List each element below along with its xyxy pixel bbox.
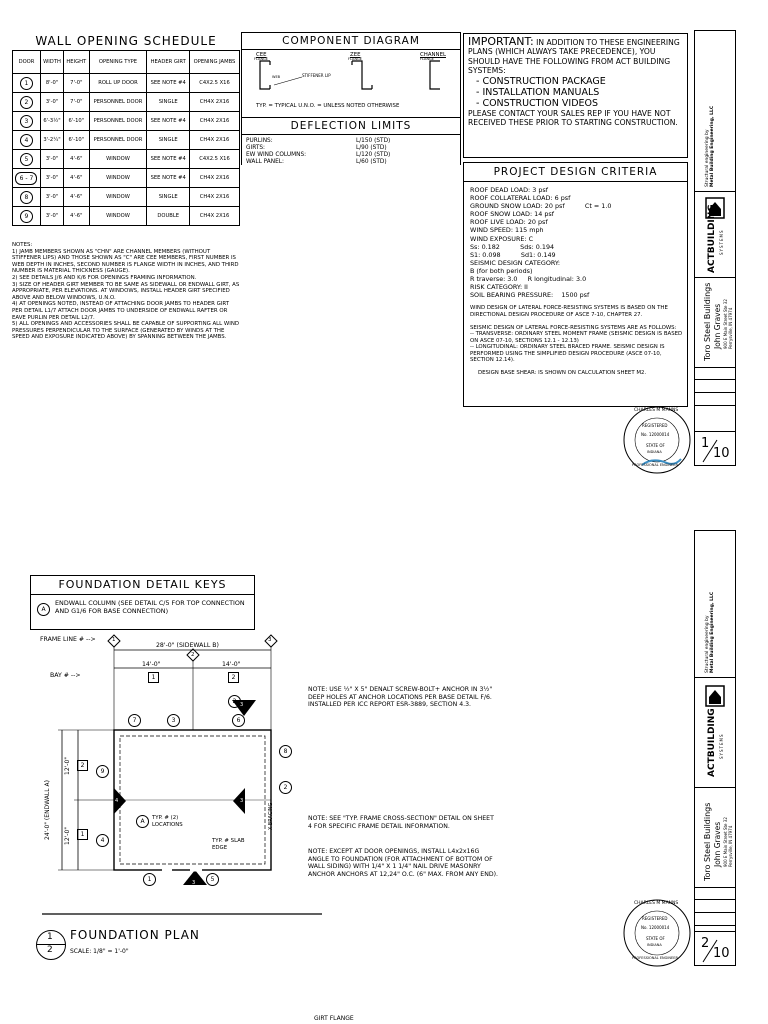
schedule-cell: CH4X 2X16 (190, 131, 240, 150)
schedule-cell: 4'-6" (64, 188, 89, 207)
criteria-lines (464, 182, 687, 299)
deflection-limit: L/60 (STD) (356, 159, 387, 165)
seal-state-1: STATE OF (646, 443, 665, 448)
schedule-cell: C4X2.5 X16 (190, 150, 240, 169)
stiffener-label: STIFFENER LIP (302, 73, 331, 78)
anchor-note: NOTE: USE ½" X 5" DENALT SCREW-BOLT+ ANCHOR IN 3½" DEEP HOLES AT ANCHOR LOCATIONS PER BASE DETAIL F/6. INSTALLED PER ICC REPORT ESR-3889, SECTION 4.3. (308, 686, 493, 709)
flange-cee: FLANGE (254, 57, 268, 61)
schedule-header: HEADER GIRT (147, 51, 190, 74)
deflection-row (246, 152, 456, 159)
deflection-member: EW WIND COLUMNS: (246, 152, 307, 158)
schedule-cell: 8'-0" (40, 74, 63, 93)
section-mark-right: 3 (240, 798, 244, 804)
schedule-cell: 3'-0" (40, 93, 63, 112)
schedule-cell: 6'-10" (64, 112, 89, 131)
important-text (464, 34, 687, 130)
opening-mark-2: 2 (279, 781, 292, 794)
seal-state2-2: INDIANA (647, 943, 662, 947)
client-name-1: John Graves (713, 303, 722, 349)
project-name-2: Toro Steel Buildings (703, 802, 712, 881)
sheet-of-1: 10 (713, 446, 730, 461)
seal-number-2: No. 12000014 (641, 925, 670, 930)
component-title: COMPONENT DIAGRAM (242, 33, 460, 50)
important-item-2: - INSTALLATION MANUALS (476, 86, 600, 98)
label-zee: ZEE (350, 52, 361, 58)
section-mark-bottom: 3 (192, 880, 196, 886)
keys-title: FOUNDATION DETAIL KEYS (31, 576, 254, 595)
schedule-cell: PERSONNEL DOOR (89, 131, 147, 150)
opening-mark-5: 5 (206, 873, 219, 886)
schedule-cell: WINDOW (89, 150, 147, 169)
schedule-door (13, 131, 41, 150)
schedule-cell: WINDOW (89, 169, 147, 188)
criteria-line: SOIL BEARING PRESSURE: 1500 psf (470, 291, 590, 300)
section-mark-left: 4 (115, 798, 119, 804)
bay-dim-2: 14'-0" (222, 661, 241, 668)
schedule-cell: CH4X 2X16 (190, 169, 240, 188)
plan-title-mark (36, 930, 66, 960)
bay-box-1: 1 (148, 672, 159, 683)
criteria-line: RISK CATEGORY: II (470, 283, 528, 292)
schedule-cell: 6'-3½" (40, 112, 63, 131)
project-info-1 (695, 277, 735, 368)
sheet-number-1 (695, 431, 735, 466)
deflection-row (246, 138, 456, 145)
section-mark-top: 3 (240, 702, 244, 708)
project-name-1: Toro Steel Buildings (703, 282, 712, 361)
deflection-limit: L/150 (STD) (356, 138, 391, 144)
schedule-cell: C4X2.5 X16 (190, 74, 240, 93)
deflection-row (246, 159, 456, 166)
criteria-line: ROOF DEAD LOAD: 3 psf (470, 186, 548, 194)
important-footer: PLEASE CONTACT YOUR SALES REP IF YOU HAVE NOT RECEIVED THESE PRIOR TO STARTING CONSTRUCTION. (468, 108, 678, 128)
typ-slab-label: TYP. # SLAB EDGE (212, 838, 245, 851)
plan-title: FOUNDATION PLAN (70, 928, 200, 942)
deflection-member: WALL PANEL: (246, 159, 284, 165)
criteria-line: R traverse: 3.0 R longitudinal: 3.0 (470, 275, 587, 284)
seal-bottom-1: PROFESSIONAL ENGINEER (632, 463, 678, 467)
opening-mark-6: 6 (232, 714, 245, 727)
foundation-keys (30, 575, 255, 630)
sheet-no-2: 2 (701, 936, 710, 951)
schedule-door (13, 112, 41, 131)
address-2: 900 E Main Street Ste 32 (723, 817, 728, 867)
schedule-row (13, 74, 240, 93)
component-diagram (241, 32, 461, 118)
schedule-cell: 3'-0" (40, 150, 63, 169)
criteria-line: ROOF SNOW LOAD: 14 psf (470, 210, 554, 219)
schedule-cell: CH4X 2X16 (190, 188, 240, 207)
seal-name-2: CHARLES M MANNS (634, 901, 679, 906)
deflection-member: PURLINS: (246, 138, 273, 144)
door-mark: 8 (20, 191, 33, 204)
schedule-cell: ROLL UP DOOR (89, 74, 147, 93)
schedule-cell: WINDOW (89, 188, 147, 207)
schedule-cell: SEE NOTE #4 (147, 169, 190, 188)
door-mark: 5 (20, 153, 33, 166)
typ-a-label: TYP. # (2) LOCATIONS (152, 815, 183, 828)
criteria-line: B (for both periods) (470, 266, 533, 275)
schedule-row (13, 150, 240, 169)
engineer-label-1: Structural engineering by Metal Building Engineering, LLC (705, 105, 715, 187)
deflection-limit: L/120 (STD) (356, 152, 391, 158)
label-channel: CHANNEL (420, 52, 446, 58)
company-sub-1: SYSTEMS (719, 229, 724, 255)
opening-mark-2b: 2 (228, 695, 241, 708)
door-mark: 3 (20, 115, 33, 128)
criteria-line: ROOF COLLATERAL LOAD: 6 psf (470, 194, 571, 203)
xbracing-label: X-BRACING (268, 802, 274, 830)
criteria-line: S1: 0.098 Sd1: 0.149 (470, 250, 556, 259)
engineer-seal-1 (622, 405, 692, 475)
door-mark: 1 (20, 77, 33, 90)
frame-line-label: FRAME LINE # --> (40, 636, 96, 643)
wall-opening-schedule-table (12, 50, 240, 226)
schedule-header: WIDTH (40, 51, 63, 74)
schedule-cell: 4'-6" (64, 169, 89, 188)
act-logo-icon-2 (705, 685, 725, 707)
schedule-door (13, 150, 41, 169)
schedule-cell: 4'-6" (64, 150, 89, 169)
schedule-cell: 6'-10" (64, 131, 89, 150)
criteria-note-3: DESIGN BASE SHEAR: IS SHOWN ON CALCULATION SHEET M2. (478, 370, 647, 377)
schedule-title: WALL OPENING SCHEDULE (35, 34, 217, 48)
criteria-note-2: SEISMIC DESIGN OF LATERAL FORCE-RESISTING SYSTEMS ARE AS FOLLOWS: -- TRANSVERSE: ORDINARY STEEL MOMENT FRAME (SEISMIC DESIGN IS BASED ON ASCE 07-10, SECTIONS 12.1 - 12.13) -- LONGITUDINAL: ORDINARY STEEL BRACED FRAME. SEISMIC DESIGN IS PERFORMED USING THE SIMPLIFIED DESIGN PROCEDURE (ASCE 07-10, SECTION 12.14). (470, 324, 683, 364)
seal-name-1: CHARLES M MANNS (634, 408, 679, 413)
city-2: Perrysville, IN 47974 (728, 825, 733, 867)
flange-channel: FLANGE (420, 57, 434, 61)
seal-number-1: No. 12000014 (641, 432, 670, 437)
schedule-cell: SINGLE (147, 93, 190, 112)
schedule-header: OPENING TYPE (89, 51, 147, 74)
seal-state2-1: INDIANA (647, 450, 662, 454)
frame-num-2: 2 (191, 652, 195, 658)
schedule-cell: 3'-0" (40, 188, 63, 207)
sidewall-dim: 28'-0" (SIDEWALL B) (156, 642, 219, 649)
door-mark: 4 (20, 134, 33, 147)
flange-zee: FLANGE (348, 57, 362, 61)
key-letter: A (37, 603, 50, 616)
bay-box-3: 1 (77, 829, 88, 840)
important-box (463, 33, 688, 158)
important-item-3: - CONSTRUCTION VIDEOS (476, 97, 599, 109)
schedule-door (13, 207, 41, 226)
company-name-2: ACTBUILDING (707, 708, 717, 777)
criteria-note-1: WIND DESIGN OF LATERAL FORCE-RESISTING SYSTEMS IS BASED ON THE DIRECTIONAL DESIGN PROCEDURE OF ASCE 7-10, CHAPTER 27. (470, 305, 668, 318)
criteria-line: WIND SPEED: 115 mph (470, 226, 544, 235)
bay-box-2: 2 (228, 672, 239, 683)
opening-mark-4: 4 (96, 834, 109, 847)
frame-num-3: 3 (268, 637, 272, 643)
criteria-line: GROUND SNOW LOAD: 20 psf Ct = 1.0 (470, 202, 612, 211)
frame-note: NOTE: SEE "TYP. FRAME CROSS-SECTION" DETAIL ON SHEET 4 FOR SPECIFIC FRAME DETAIL INFORMATION. (308, 815, 494, 830)
important-lead: IMPORTANT: (468, 35, 534, 48)
revision-rows-1 (695, 367, 735, 417)
deflection-rows (242, 135, 460, 166)
web-label: WEB (272, 75, 281, 79)
schedule-door (13, 74, 41, 93)
address-1: 900 E Main Street Ste 32 (723, 299, 728, 349)
criteria-line: ROOF LIVE LOAD: 20 psf (470, 218, 548, 227)
plan-sheet: 2 (47, 945, 53, 955)
schedule-header: DOOR (13, 51, 41, 74)
schedule-cell: 3'-0" (40, 169, 63, 188)
project-info-2 (695, 787, 735, 888)
sheet-of-2: 10 (713, 946, 730, 961)
client-name-2: John Graves (713, 821, 722, 867)
schedule-cell: 7'-0" (64, 74, 89, 93)
engineer-label-2: Structural engineering by Metal Building Engineering, LLC (705, 591, 715, 673)
bay-box-4: 2 (77, 760, 88, 771)
criteria-line: Ss: 0.182 Sds: 0.194 (470, 242, 555, 251)
seal-registered-2: REGISTERED (642, 916, 668, 921)
label-cee: CEE (256, 52, 267, 58)
schedule-cell: SEE NOTE #4 (147, 150, 190, 169)
bay-dim-1: 14'-0" (142, 661, 161, 668)
schedule-cell: DOUBLE (147, 207, 190, 226)
schedule-row (13, 131, 240, 150)
opening-mark-7: 7 (128, 714, 141, 727)
title-block-1 (694, 30, 736, 466)
bay-label: BAY # --> (50, 672, 81, 679)
important-item-1: - CONSTRUCTION PACKAGE (476, 75, 606, 87)
schedule-door (13, 93, 41, 112)
key-text: ENDWALL COLUMN (SEE DETAIL C/5 FOR TOP CONNECTION AND G1/6 FOR BASE CONNECTION) (55, 599, 245, 615)
door-mark: 6 - 7 (15, 172, 37, 185)
city-1: Perrysville, IN 47974 (728, 307, 733, 349)
sheet-no-1: 1 (701, 436, 710, 451)
opening-mark-9: 9 (96, 765, 109, 778)
schedule-notes: NOTES: 1) JAMB MEMBERS SHOWN AS "CHN" ARE CHANNEL MEMBERS (WITHOUT STIFFENER LIPS) AND THOSE SHOWN AS "C" ARE CEE MEMBERS, FIRST NUMBER IS WEB DEPTH IN INCHES, SECOND NUMBER IS FLANGE WIDTH IN INCHES, AND THIRD NUMBER IS MATERIAL THICKNESS (GAUGE). 2) SEE DETAILS J/6 AND K/6 FOR OPENINGS FRAMING INFORMATION. 3) SIZE OF HEADER GIRT MEMBER TO BE SAME AS SIDEWALL OR ENDWALL GIRT, AS APPROPRIATE, PER ELEVATIONS. AT WINDOWS, INSTALL HEADER GIRT SPECIFIED ABOVE AND BELOW WINDOWS, U.N.O. 4) AT OPENINGS NOTED, INSTEAD OF ATTACHING DOOR JAMBS TO HEADER GIRT PER DETAIL L1/7 ATTACH DOOR JAMBS TO UNDERSIDE OF ENDWALL RAFTER OR EAVE PURLIN PER DETAIL L2/7. 5) ALL OPENINGS AND ACCESSORIES SHALL BE CAPABLE OF SUPPORTING ALL WIND PRESSURES PERPENDICULAR TO THE SURFACE (GENERATED BY WINDS AT THE SPEED AND EXPOSURE INDICATED ABOVE) BY SPANNING BETWEEN THE JAMBS. (12, 242, 240, 341)
company-logo-2 (695, 677, 735, 788)
schedule-header: OPENING JAMBS (190, 51, 240, 74)
important-body: IN ADDITION TO THESE ENGINEERING PLANS (WHICH ALWAYS TAKE PRECEDENCE), YOU SHOULD HAVE THE FOLLOWING FROM ACT BUILDING SYSTEMS: (468, 38, 680, 76)
schedule-cell: SINGLE (147, 188, 190, 207)
endwall-dim-1: 12'-0" (64, 756, 71, 775)
schedule-row (13, 93, 240, 112)
schedule-cell: PERSONNEL DOOR (89, 93, 147, 112)
criteria-line: WIND EXPOSURE: C (470, 234, 534, 243)
company-sub-2: SYSTEMS (719, 733, 724, 759)
company-logo-1 (695, 191, 735, 278)
schedule-row (13, 188, 240, 207)
schedule-cell: SEE NOTE #4 (147, 74, 190, 93)
schedule-door (13, 169, 41, 188)
schedule-cell: WINDOW (89, 207, 147, 226)
endwall-dim-2: 12'-0" (64, 826, 71, 845)
schedule-header: HEIGHT (64, 51, 89, 74)
girt-flange-label: GIRT FLANGE (314, 1015, 354, 1022)
door-mark: 2 (20, 96, 33, 109)
revision-rows-2 (695, 887, 735, 927)
schedule-cell: 4'-6" (64, 207, 89, 226)
endwall-dim: 24'-0" (ENDWALL A) (44, 780, 51, 840)
engineer-stamp-2 (695, 587, 735, 678)
schedule-cell: SINGLE (147, 131, 190, 150)
deflection-member: GIRTS: (246, 145, 265, 151)
door-mark: 9 (20, 210, 33, 223)
angle-note: NOTE: EXCEPT AT DOOR OPENINGS, INSTALL L4x2x16G ANGLE TO FOUNDATION (FOR ATTACHMENT OF BOTTOM OF WALL SIDING) WITH 1/4" X 1 1/4" NAIL DRIVE MASONRY ANCHOR ANCHORS AT 12,24" O.C. (6" MAX. FROM ANY END). (308, 848, 498, 878)
seal-registered-1: REGISTERED (642, 423, 668, 428)
deflection-title: DEFLECTION LIMITS (242, 118, 460, 135)
frame-num-1: 1 (112, 637, 116, 643)
schedule-row (13, 169, 240, 188)
schedule-cell: CH4X 2X16 (190, 112, 240, 131)
schedule-row (13, 112, 240, 131)
schedule-cell: SEE NOTE #4 (147, 112, 190, 131)
schedule-cell: 3'-0" (40, 207, 63, 226)
seal-state-2: STATE OF (646, 936, 665, 941)
sheet-number-2 (695, 931, 735, 966)
opening-mark-1: 1 (143, 873, 156, 886)
criteria-title: PROJECT DESIGN CRITERIA (464, 163, 687, 182)
schedule-cell: CH4X 2X16 (190, 207, 240, 226)
schedule-cell: 3'-2¼" (40, 131, 63, 150)
criteria-line: SEISMIC DESIGN CATEGORY: (470, 258, 561, 267)
schedule-cell: PERSONNEL DOOR (89, 112, 147, 131)
plan-scale: SCALE: 1/8" = 1'-0" (70, 948, 129, 955)
engineer-stamp-1 (695, 107, 735, 192)
schedule-cell: 7'-0" (64, 93, 89, 112)
design-criteria (463, 162, 688, 407)
seal-bottom-2: PROFESSIONAL ENGINEER (632, 956, 678, 960)
schedule-door (13, 188, 41, 207)
opening-mark-3: 3 (167, 714, 180, 727)
deflection-limit: L/90 (STD) (356, 145, 387, 151)
deflection-limits (241, 117, 461, 165)
typ-a-mark: A (136, 815, 149, 828)
key-row (35, 600, 250, 615)
engineer-seal-2 (622, 898, 692, 968)
schedule-cell: CH4X 2X16 (190, 93, 240, 112)
plan-num: 1 (47, 932, 53, 942)
opening-mark-8: 8 (279, 745, 292, 758)
title-block-2 (694, 530, 736, 966)
company-name-1: ACTBUILDING (707, 204, 717, 273)
deflection-row (246, 145, 456, 152)
abbrev-note: TYP. = TYPICAL U.N.O. = UNLESS NOTED OTHERWISE (256, 103, 400, 109)
schedule-row (13, 207, 240, 226)
